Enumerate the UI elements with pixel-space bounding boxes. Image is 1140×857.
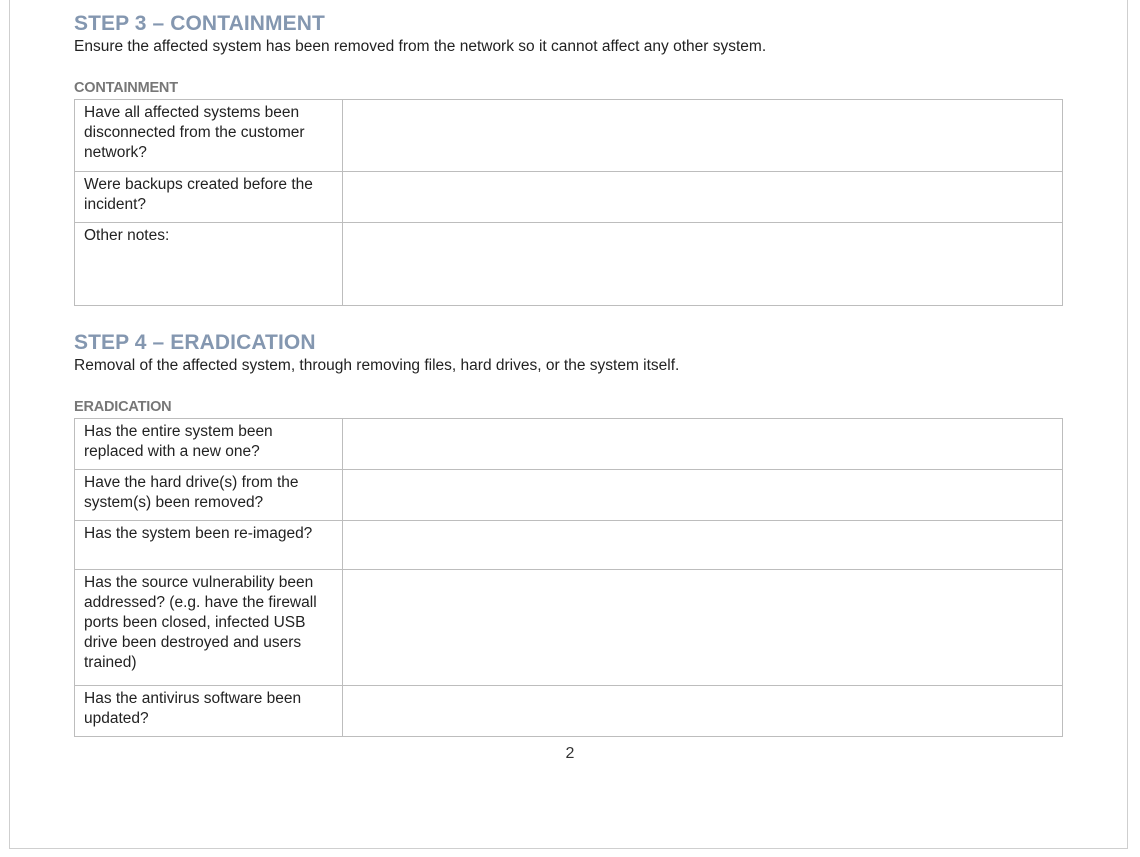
table-row (75, 570, 1063, 686)
eradication-table (74, 418, 1063, 737)
question-cell: Has the source vulnerability been addressed? (e.g. have the firewall ports been closed, infected USB drive been destroyed and users trained) (75, 570, 343, 686)
question-cell: Have all affected systems been disconnected from the customer network? (75, 100, 343, 172)
containment-table (74, 99, 1063, 306)
question-cell: Has the antivirus software been updated? (75, 686, 343, 737)
answer-cell[interactable] (342, 470, 1062, 521)
table-row (75, 419, 1063, 470)
step4-title: STEP 4 – ERADICATION (74, 331, 316, 354)
table-row (75, 100, 1063, 172)
answer-cell[interactable] (342, 223, 1062, 306)
question-cell: Have the hard drive(s) from the system(s) been removed? (75, 470, 343, 521)
answer-cell[interactable] (342, 100, 1062, 172)
step3-title: STEP 3 – CONTAINMENT (74, 12, 325, 35)
step4-section (74, 330, 1064, 737)
question-cell: Has the system been re-imaged? (75, 521, 343, 570)
answer-cell[interactable] (342, 570, 1062, 686)
step3-section (74, 11, 1064, 306)
containment-table-label: CONTAINMENT (74, 80, 178, 96)
question-cell: Other notes: (75, 223, 343, 306)
table-row (75, 686, 1063, 737)
answer-cell[interactable] (342, 521, 1062, 570)
answer-cell[interactable] (342, 172, 1062, 223)
table-row (75, 470, 1063, 521)
table-row (75, 223, 1063, 306)
step4-description: Removal of the affected system, through removing files, hard drives, or the system itself. (74, 357, 680, 374)
answer-cell[interactable] (342, 419, 1062, 470)
question-cell: Were backups created before the incident? (75, 172, 343, 223)
question-cell: Has the entire system been replaced with a new one? (75, 419, 343, 470)
table-row (75, 172, 1063, 223)
eradication-table-label: ERADICATION (74, 399, 172, 415)
page-number: 2 (565, 745, 575, 762)
answer-cell[interactable] (342, 686, 1062, 737)
step3-description: Ensure the affected system has been removed from the network so it cannot affect any other system. (74, 38, 767, 55)
table-row (75, 521, 1063, 570)
